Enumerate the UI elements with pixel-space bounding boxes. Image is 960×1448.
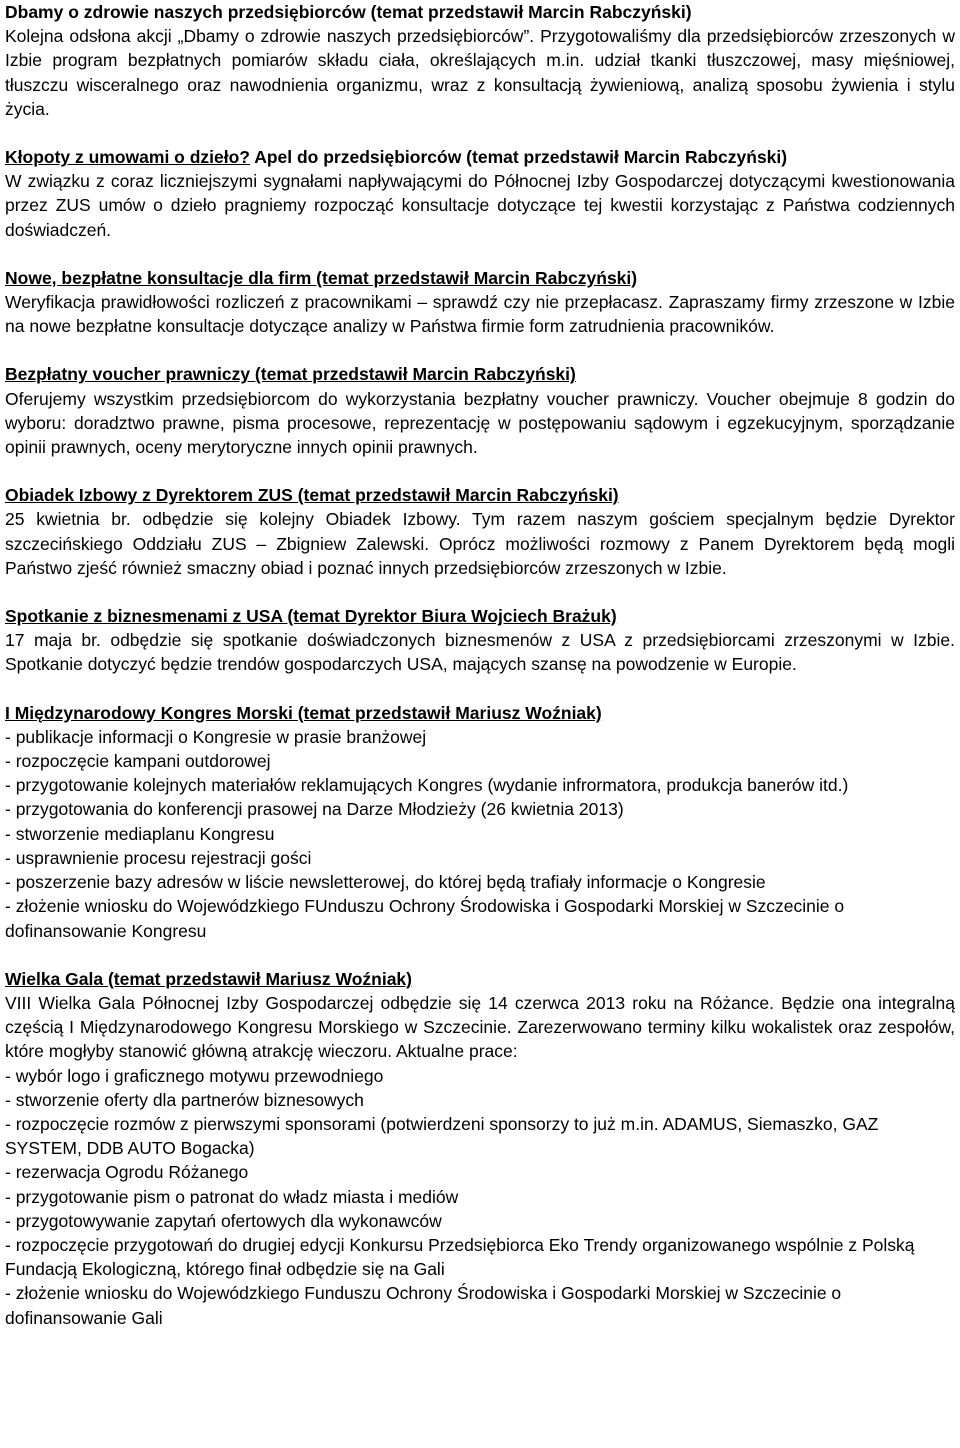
section-dbamy-o-zdrowie [5, 0, 955, 121]
list-item: - przygotowanie kolejnych materiałów reklamujących Kongres (wydanie infrormatora, produkcja banerów itd.) [5, 775, 849, 796]
list-item: - usprawnienie procesu rejestracji gości [5, 847, 312, 868]
list-item: - rozpoczęcie kampani outdorowej [5, 751, 271, 772]
section-body: Weryfikacja prawidłowości rozliczeń z pracownikami – sprawdź czy nie przepłacasz. Zapraszamy firmy zrzeszone w Izbie na nowe bezpłatne konsultacje dotyczące analizy w Państwa firmie form zatrudnienia pracowników. [5, 292, 955, 337]
section-heading: Spotkanie z biznesmenami z USA (temat Dyrektor Biura Wojciech Brażuk) [5, 606, 617, 627]
section-body: VIII Wielka Gala Północnej Izby Gospodarczej odbędzie się 14 czerwca 2013 roku na Różance. Będzie ona integralną częścią I Międzynarodowego Kongresu Morskiego w Szczecinie. Zarezerwowano terminy kilku wokalistek oraz zespołów, które mogłyby stanowić główną atrakcję wieczoru. Aktualne prace: [5, 992, 955, 1062]
section-heading: I Międzynarodowy Kongres Morski (temat przedstawił Mariusz Woźniak) [5, 702, 602, 723]
list-item: - rezerwacja Ogrodu Różanego [5, 1162, 249, 1183]
section-nowe-konsultacje [5, 266, 955, 339]
section-kongres-morski [5, 701, 955, 943]
section-heading: Obiadek Izbowy z Dyrektorem ZUS (temat przedstawił Marcin Rabczyński) [5, 485, 619, 506]
section-heading: Nowe, bezpłatne konsultacje dla firm (temat przedstawił Marcin Rabczyński) [5, 267, 638, 288]
section-heading: Dbamy o zdrowie naszych przedsiębiorców (temat przedstawił Marcin Rabczyński) [5, 2, 692, 22]
list-item: - rozpoczęcie rozmów z pierwszymi sponsorami (potwierdzeni sponsorzy to już m.in. ADAMUS, Siemaszko, GAZ SYSTEM, DDB AUTO Bogacka) [5, 1113, 879, 1159]
section-body: Oferujemy wszystkim przedsiębiorcom do wykorzystania bezpłatny voucher prawniczy. Voucher obejmuje 8 godzin do wyboru: doradztwo prawne, pisma procesowe, reprezentację w postępowaniu sądowym i egzekucyjnym, sporządzanie opinii prawnych, oceny merytoryczne innych opinii prawnych. [5, 388, 955, 458]
section-heading: Wielka Gala (temat przedstawił Mariusz Woźniak) [5, 968, 412, 989]
section-heading [5, 145, 955, 169]
section-heading-underlined: Kłopoty z umowami o dzieło? [5, 147, 250, 168]
list-item: - złożenie wniosku do Wojewódzkiego FUnduszu Ochrony Środowiska i Gospodarki Morskiej w Szczecinie o dofinansowanie Kongresu [5, 896, 845, 941]
section-body: 17 maja br. odbędzie się spotkanie doświadczonych biznesmenów z USA z przedsiębiorcami zrzeszonymi w Izbie. Spotkanie dotyczyć będzie trendów gospodarczych USA, mających szansę na powodzenie w Europie. [5, 630, 955, 675]
list-item: - wybór logo i graficznego motywu przewodniego [5, 1065, 384, 1086]
section-body: 25 kwietnia br. odbędzie się kolejny Obiadek Izbowy. Tym razem naszym gościem specjalnym będzie Dyrektor szczecińskiego Oddziału ZUS – Zbigniew Zalewski. Oprócz możliwości rozmowy z Panem Dyrektorem będą mogli Państwo zjeść również smaczny obiad i poznać innych przedsiębiorców zrzeszonych w Izbie. [5, 509, 955, 578]
section-klopoty-z-umowami [5, 145, 955, 242]
list-item: - stworzenie oferty dla partnerów biznesowych [5, 1089, 364, 1110]
list-item: - złożenie wniosku do Wojewódzkiego Funduszu Ochrony Środowiska i Gospodarki Morskiej w Szczecinie o dofinansowanie Gali [5, 1283, 842, 1328]
section-heading: Bezpłatny voucher prawniczy (temat przedstawił Marcin Rabczyński) [5, 364, 576, 385]
list-item: - stworzenie mediaplanu Kongresu [5, 823, 275, 844]
list-item: - rozpoczęcie przygotowań do drugiej edycji Konkursu Przedsiębiorca Eko Trendy organizowanego wspólnie z Polską Fundacją Ekologiczną, którego finał odbędzie się na Gali [5, 1234, 915, 1280]
list-item: - publikacje informacji o Kongresie w prasie branżowej [5, 726, 427, 747]
section-wielka-gala [5, 967, 955, 1330]
list-item: - poszerzenie bazy adresów w liście newsletterowej, do której będą trafiały informacje o Kongresie [5, 872, 766, 893]
section-spotkanie-usa [5, 604, 955, 677]
list-item: - przygotowania do konferencji prasowej na Darze Młodzieży (26 kwietnia 2013) [5, 799, 624, 820]
section-body: Kolejna odsłona akcji „Dbamy o zdrowie naszych przedsiębiorców”. Przygotowaliśmy dla przedsiębiorców zrzeszonych w Izbie program bezpłatnych pomiarów składu ciała, określających m.in. udział tkanki tłuszczowej, masy mięśniowej, tłuszczu wisceralnego oraz nawodnienia organizmu, wraz z konsultacją żywieniową, analizą sposobu żywienia i stylu życia. [5, 26, 955, 119]
section-obiadek-izbowy [5, 483, 955, 580]
section-body: W związku z coraz liczniejszymi sygnałami napływającymi do Północnej Izby Gospodarczej dotyczącymi kwestionowania przez ZUS umów o dzieło pragniemy rozpocząć konsultacje dotyczące tej kwestii korzystając z Państwa codziennych doświadczeń. [5, 171, 955, 240]
section-voucher-prawniczy [5, 362, 955, 459]
section-heading-rest: Apel do przedsiębiorców (temat przedstawił Marcin Rabczyński) [250, 147, 788, 168]
list-item: - przygotowanie pism o patronat do władz miasta i mediów [5, 1186, 459, 1207]
list-item: - przygotowywanie zapytań ofertowych dla wykonawców [5, 1210, 442, 1231]
